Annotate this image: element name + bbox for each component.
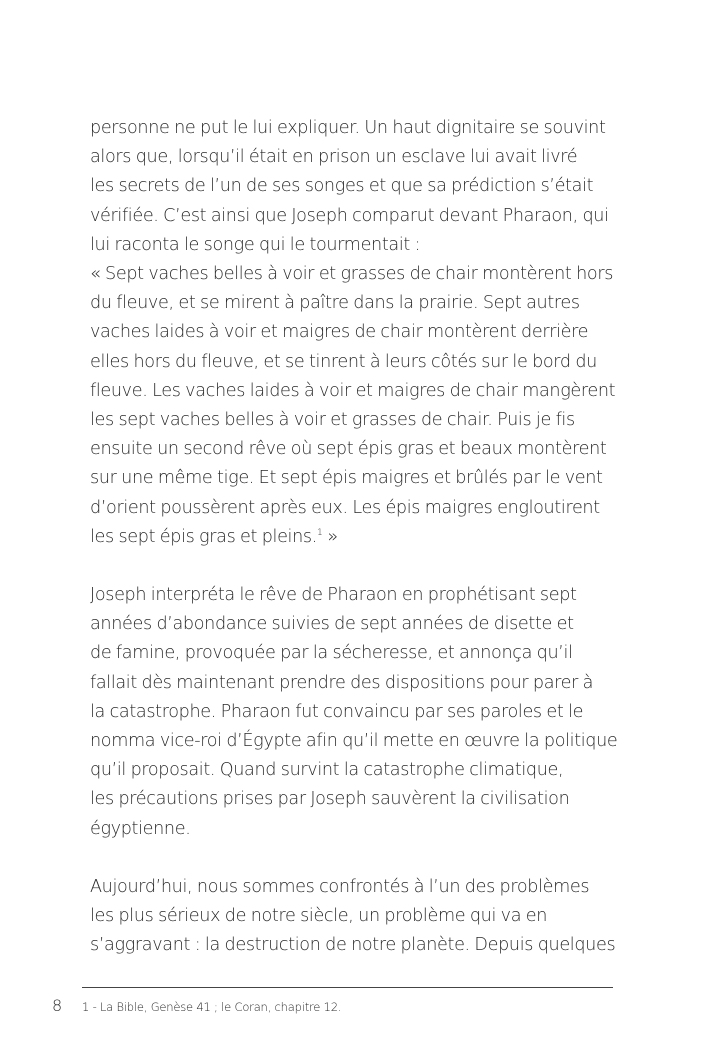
paragraph-joseph-dream	[90, 114, 620, 552]
text-line: la catastrophe. Pharaon fut convaincu par ses paroles et le	[90, 701, 584, 722]
footnote-divider	[82, 987, 613, 988]
text-line: les sept vaches belles à voir et grasses de chair. Puis je fis	[90, 410, 575, 431]
text-line: personne ne put le lui expliquer. Un haut dignitaire se souvint	[90, 118, 606, 138]
text-line: vérifiée. C’est ainsi que Joseph comparut devant Pharaon, qui	[90, 205, 609, 226]
text-line: sur une même tige. Et sept épis maigres et brûlés par le vent	[90, 468, 603, 489]
text-line: Joseph interpréta le rêve de Pharaon en prophétisant sept	[90, 585, 577, 606]
text-line: alors que, lorsqu’il était en prison un esclave lui avait livré	[90, 147, 578, 168]
text-line: d’orient poussèrent après eux. Les épis maigres engloutirent	[90, 497, 600, 518]
text-line: fleuve. Les vaches laides à voir et maigres de chair mangèrent	[90, 380, 616, 401]
text-line: de famine, provoquée par la sécheresse, et annonça qu’il	[90, 643, 573, 664]
closing-quote: »	[322, 526, 338, 547]
page-number: 8	[52, 996, 63, 1015]
text-line-with-footnote	[90, 523, 620, 552]
text-line: nomma vice-roi d’Égypte afin qu’il mette en œuvre la politique	[90, 731, 618, 752]
body-text	[90, 114, 620, 960]
text-line: ensuite un second rêve où sept épis gras et beaux montèrent	[90, 439, 607, 460]
text-line: s’aggravant : la destruction de notre planète. Depuis quelques	[90, 935, 616, 956]
footnote: 1 - La Bible, Genèse 41 ; le Coran, chapitre 12.	[82, 1000, 342, 1014]
text-line: lui raconta le songe qui le tourmentait :	[90, 234, 421, 255]
text-line: « Sept vaches belles à voir et grasses de chair montèrent hors	[90, 264, 614, 285]
paragraph-today	[90, 873, 620, 961]
text-line: elles hors du fleuve, et se tinrent à leurs côtés sur le bord du	[90, 351, 597, 372]
footnote-reference: 1	[316, 527, 323, 538]
paragraph-interpretation	[90, 581, 620, 844]
text-line: qu’il proposait. Quand survint la catastrophe climatique,	[90, 760, 564, 781]
text-line: égyptienne.	[90, 818, 191, 839]
text-line: du fleuve, et se mirent à paître dans la prairie. Sept autres	[90, 293, 580, 314]
text-line-last: les sept épis gras et pleins.	[90, 526, 317, 547]
text-line: Aujourd’hui, nous sommes confrontés à l’un des problèmes	[90, 876, 590, 897]
text-line: les précautions prises par Joseph sauvèrent la civilisation	[90, 789, 570, 810]
text-line: vaches laides à voir et maigres de chair montèrent derrière	[90, 322, 589, 343]
text-line: fallait dès maintenant prendre des dispositions pour parer à	[90, 672, 594, 693]
text-line: années d’abondance suivies de sept années de disette et	[90, 614, 574, 635]
text-line: les secrets de l’un de ses songes et que sa prédiction s’était	[90, 176, 594, 197]
text-line: les plus sérieux de notre siècle, un problème qui va en	[90, 906, 548, 927]
